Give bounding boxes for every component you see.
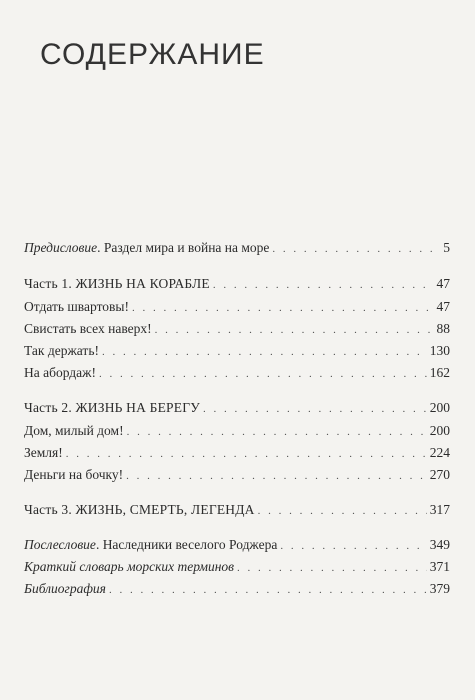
- toc-entry-label: Часть 1. ЖИЗНЬ НА КОРАБЛЕ: [24, 276, 210, 291]
- toc-entry-label: Свистать всех наверх!: [24, 321, 152, 336]
- toc-leader-dots: [272, 241, 440, 257]
- toc-entry-label: Дом, милый дом!: [24, 423, 124, 438]
- toc-leader-dots: [126, 468, 427, 484]
- toc-leader-dots: [155, 322, 434, 338]
- toc-entry-label: Часть 2. ЖИЗНЬ НА БЕРЕГУ: [24, 400, 200, 415]
- toc-page-number: 371: [429, 559, 450, 574]
- toc-page-number: 379: [429, 581, 450, 596]
- toc-entry-label: На абордаж!: [24, 365, 96, 380]
- toc-leader-dots: [237, 560, 427, 576]
- toc-page-number: 5: [443, 240, 450, 255]
- toc-entry-preface: [24, 240, 450, 257]
- toc-entry-chapter: [24, 343, 450, 360]
- toc-leader-dots: [280, 538, 426, 554]
- toc-entry-chapter: [24, 445, 450, 462]
- toc-leader-dots: [203, 401, 427, 417]
- toc-entry-chapter: [24, 365, 450, 382]
- toc-leader-dots: [132, 300, 434, 316]
- toc-entry-chapter: [24, 467, 450, 484]
- toc-page-number: 349: [429, 537, 450, 552]
- toc-leader-dots: [66, 446, 427, 462]
- toc-entry-label: Послесловие. Наследники веселого Роджера: [24, 537, 278, 552]
- toc-entry-label: Земля!: [24, 445, 63, 460]
- toc-leader-dots: [213, 277, 434, 293]
- toc-entry-label: Так держать!: [24, 343, 99, 358]
- toc-page-number: 200: [429, 423, 450, 438]
- toc-leader-dots: [127, 424, 427, 440]
- toc-leader-dots: [102, 344, 427, 360]
- toc-page-number: 47: [436, 276, 450, 291]
- toc-page-number: 130: [429, 343, 450, 358]
- toc-page-number: 47: [436, 299, 450, 314]
- toc-entry-part-2: [24, 400, 450, 417]
- toc-entry-label: Часть 3. ЖИЗНЬ, СМЕРТЬ, ЛЕГЕНДА: [24, 502, 255, 517]
- toc-entry-part-3: [24, 502, 450, 519]
- toc-page-number: 88: [436, 321, 450, 336]
- toc-entry-glossary: [24, 559, 450, 576]
- toc-entry-chapter: [24, 423, 450, 440]
- toc-page-number: 270: [429, 467, 450, 482]
- toc-entry-label: Отдать швартовы!: [24, 299, 129, 314]
- page-title: СОДЕРЖАНИЕ: [40, 38, 265, 71]
- toc-leader-dots: [99, 366, 427, 382]
- toc-entry-chapter: [24, 321, 450, 338]
- toc-page-number: 200: [429, 400, 450, 415]
- toc-page-number: 162: [429, 365, 450, 380]
- toc-entry-part-1: [24, 276, 450, 293]
- toc-entry-chapter: [24, 299, 450, 316]
- toc-entry-afterword: [24, 537, 450, 554]
- toc-page-number: 224: [429, 445, 450, 460]
- toc-entry-label: Деньги на бочку!: [24, 467, 124, 482]
- toc-entry-bibliography: [24, 581, 450, 598]
- toc-leader-dots: [258, 503, 427, 519]
- toc-entry-label: Предисловие. Раздел мира и война на море: [24, 240, 270, 255]
- toc-page-number: 317: [429, 502, 450, 517]
- toc-entry-label: Краткий словарь морских терминов: [24, 559, 235, 574]
- toc-leader-dots: [109, 582, 427, 598]
- toc-entry-label: Библиография: [24, 581, 106, 596]
